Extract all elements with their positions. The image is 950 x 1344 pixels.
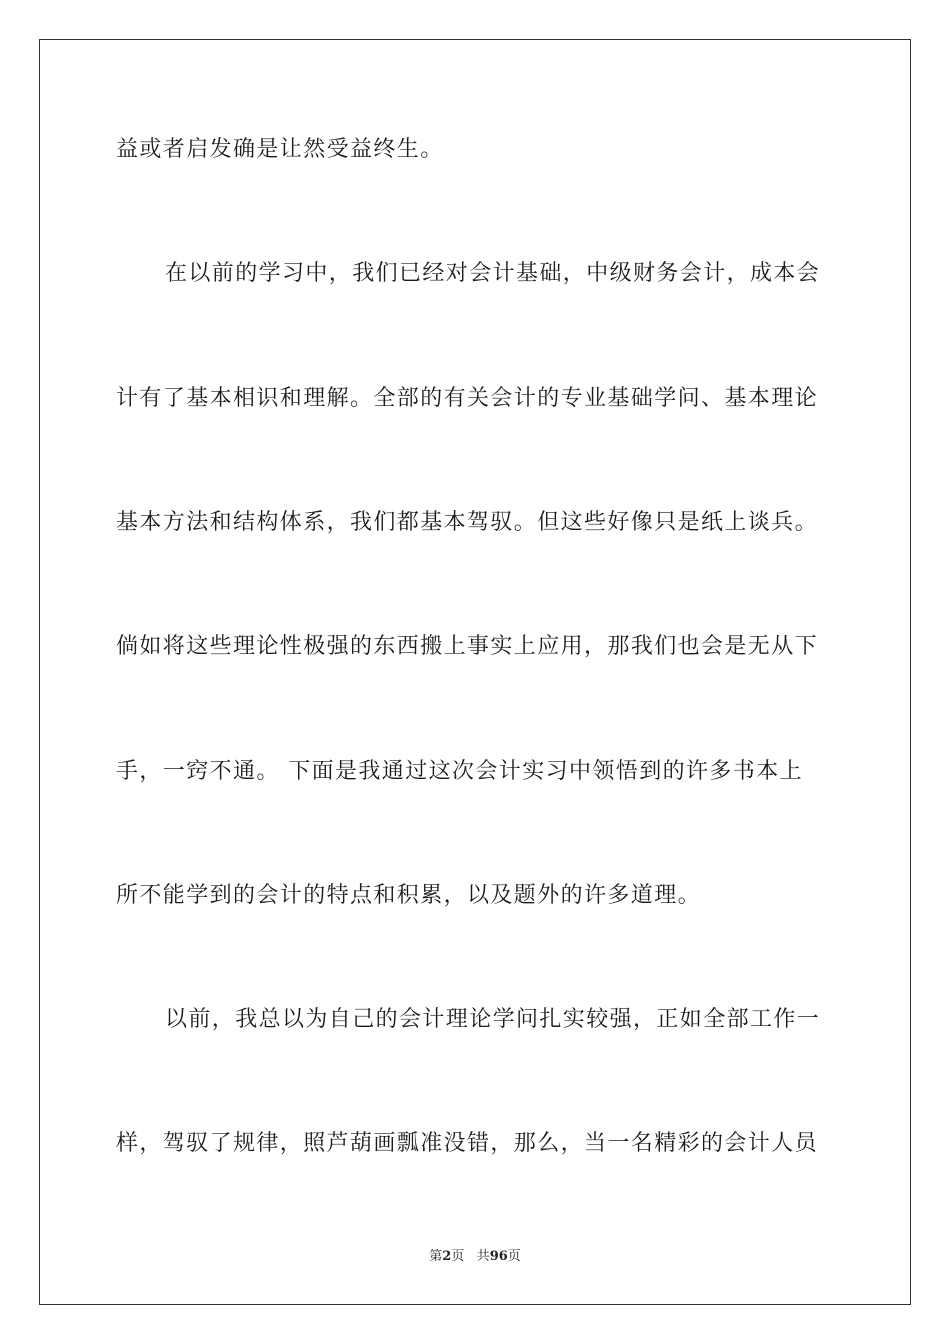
text-line-3: 计有了基本相识和理解。全部的有关会计的专业基础学问、基本理论 [116, 386, 819, 411]
text-line-9: 样，驾驭了规律，照芦葫画瓢准没错，那么，当一名精彩的会计人员 [116, 1131, 819, 1156]
text-line-7: 所不能学到的会计的特点和积累，以及题外的许多道理。 [116, 883, 702, 908]
page-prefix: 第 [429, 1249, 443, 1264]
page-suffix: 页 [451, 1249, 465, 1264]
total-suffix: 页 [507, 1249, 521, 1264]
page-border [39, 39, 911, 1305]
text-line-4: 基本方法和结构体系，我们都基本驾驭。但这些好像只是纸上谈兵。 [116, 510, 819, 535]
text-line-8: 以前，我总以为自己的会计理论学问扎实较强，正如全部工作一 [165, 1007, 821, 1032]
text-line-6: 手，一窍不通。 下面是我通过这次会计实习中领悟到的许多书本上 [116, 759, 803, 784]
page-footer [0, 1248, 950, 1266]
text-line-5: 倘如将这些理论性极强的东西搬上事实上应用，那我们也会是无从下 [116, 634, 819, 659]
total-prefix: 共 [476, 1249, 490, 1264]
text-line-1: 益或者启发确是让然受益终生。 [116, 137, 444, 162]
text-line-2: 在以前的学习中，我们已经对会计基础，中级财务会计，成本会 [165, 261, 821, 286]
total-pages: 96 [489, 1249, 508, 1264]
page-number: 2 [442, 1249, 452, 1264]
